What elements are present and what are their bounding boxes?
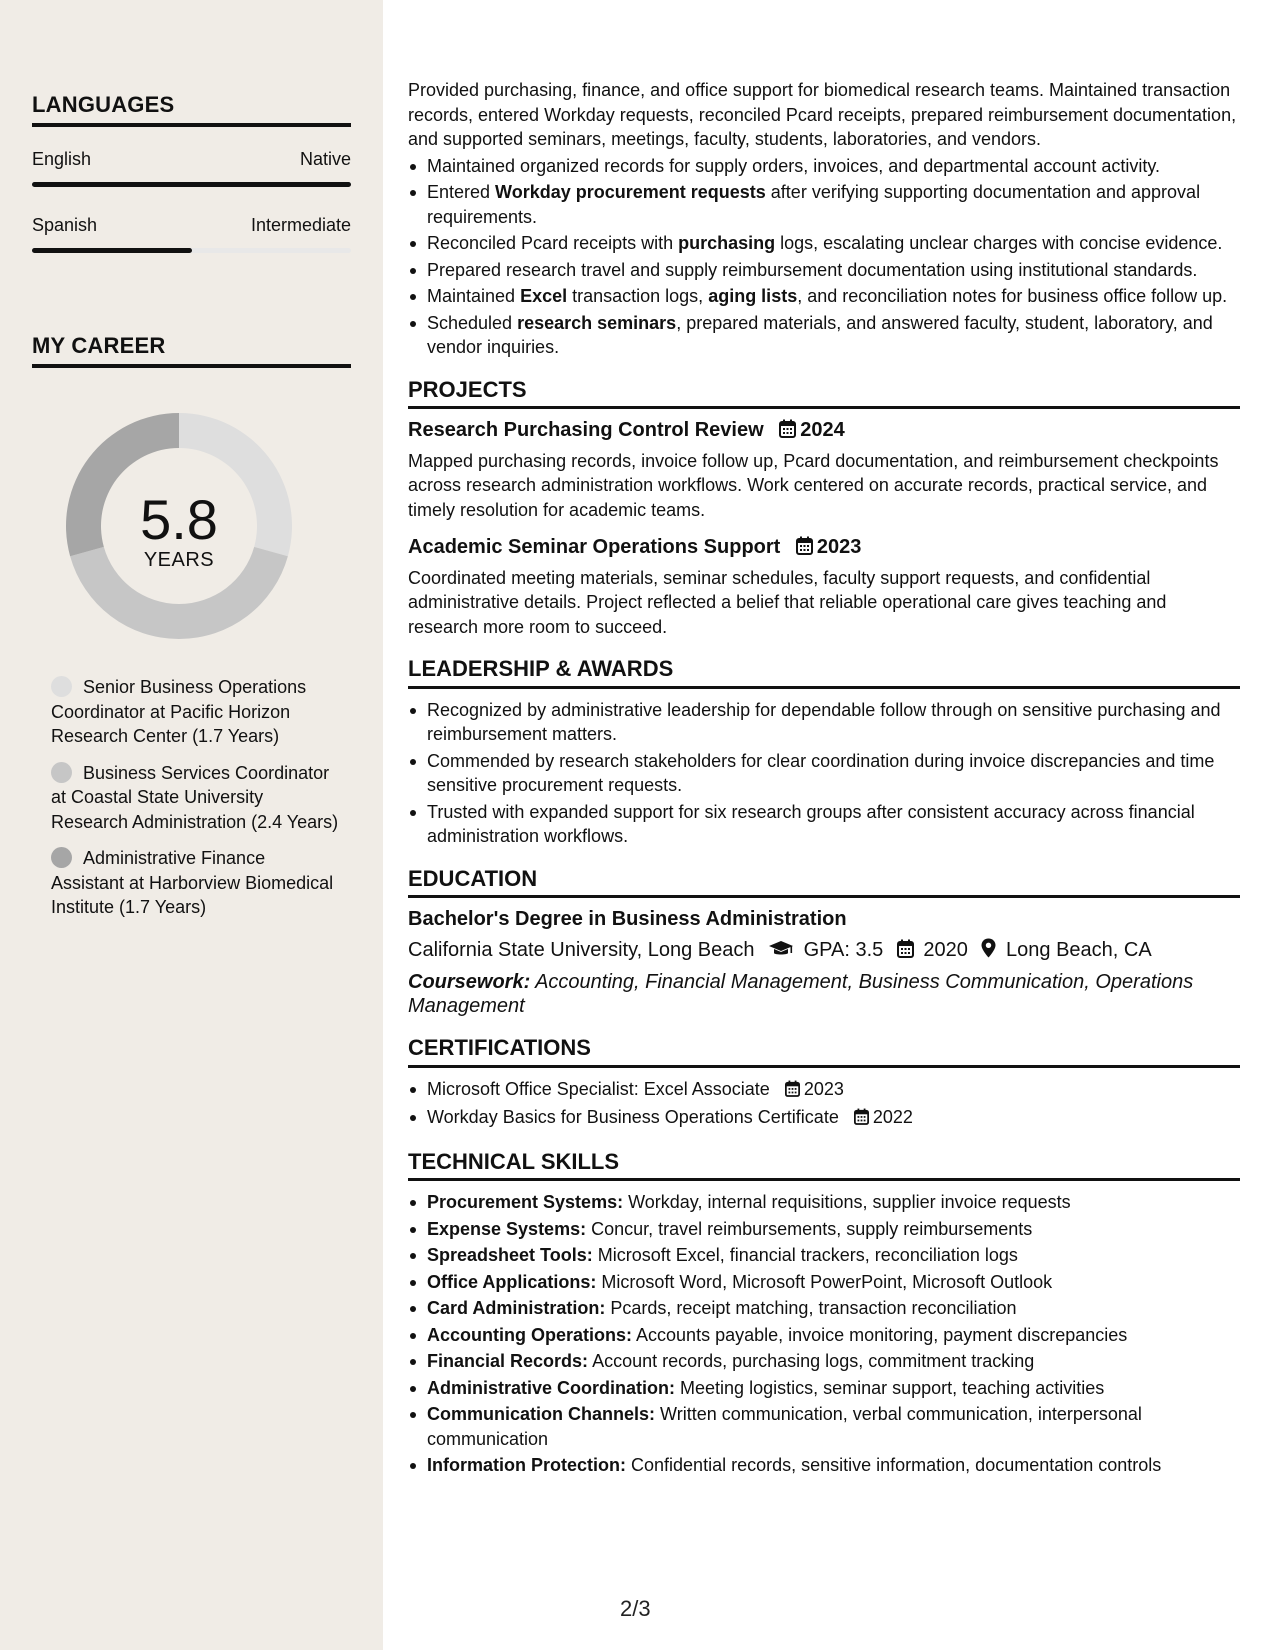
skill-item [408,1217,1240,1242]
calendar-icon [779,419,796,445]
education-location: Long Beach, CA [1006,938,1152,961]
skill-value: Concur, travel reimbursements, supply reimbursements [591,1218,1033,1239]
certification-name: Microsoft Office Specialist: Excel Associate [427,1078,770,1099]
education-coursework [408,970,1240,1018]
bullet-keyword: Excel [520,286,568,306]
bullet-text: logs, escalating unclear charges with concise evidence. [775,233,1223,253]
skill-label: Office Applications: [427,1271,597,1292]
career-heading: MY CAREER [32,333,351,368]
map-pin-icon [981,938,996,965]
language-item [32,149,351,187]
language-proficiency-bar [32,182,351,187]
skill-value: Microsoft Word, Microsoft PowerPoint, Microsoft Outlook [601,1271,1053,1292]
skill-label: Administrative Coordination: [427,1377,676,1398]
career-donut-chart [66,413,292,639]
leadership-item: Commended by research stakeholders for clear coordination during invoice discrepancies and time sensitive procurement requests. [408,749,1240,798]
language-proficiency-bar [32,248,351,253]
education-degree: Bachelor's Degree in Business Administration [408,908,847,930]
skill-value: Account records, purchasing logs, commitment tracking [592,1351,1035,1371]
project-year: 2023 [816,536,862,558]
certification-year: 2023 [803,1078,844,1099]
certification-item [408,1105,1240,1132]
bullet-text: Prepared research travel and supply reimbursement documentation using institutional standards. [427,259,1198,280]
skill-item [408,1453,1240,1478]
skill-value: Confidential records, sensitive information, documentation controls [631,1455,1162,1475]
skill-value: Meeting logistics, seminar support, teaching activities [680,1377,1105,1398]
education-school: California State University, Long Beach [408,938,755,961]
language-item [32,215,351,253]
skills-heading: TECHNICAL SKILLS [408,1150,1240,1182]
project-item [408,535,1240,639]
skill-item [408,1243,1240,1268]
education-meta [408,938,1240,965]
skill-item [408,1190,1240,1215]
skill-label: Accounting Operations: [427,1324,633,1345]
career-role-item [51,761,341,835]
skills-list [408,1190,1240,1478]
experience-bullet [408,258,1240,283]
skill-label: Spreadsheet Tools: [427,1245,593,1265]
skill-value: Written communication, verbal communication, interpersonal communication [427,1404,1142,1449]
certifications-list [408,1077,1240,1132]
career-role-item [51,675,341,749]
project-title: Research Purchasing Control Review [408,419,764,441]
language-proficiency-fill [32,248,192,253]
legend-dot [51,762,72,783]
project-item [408,418,1240,522]
career-total-value: 5.8 [140,488,218,551]
bullet-text: Maintained organized records for supply orders, invoices, and departmental account activity. [427,155,1161,176]
leadership-item: Trusted with expanded support for six research groups after consistent accuracy across financial administration workflows. [408,800,1240,849]
bullet-keyword: aging lists [708,286,798,306]
skill-value: Microsoft Excel, financial trackers, reconciliation logs [597,1245,1018,1265]
skill-value: Workday, internal requisitions, supplier invoice requests [628,1192,1071,1212]
experience-bullet [408,311,1240,360]
legend-dot [51,847,72,868]
career-role-text: Business Services Coordinator at Coastal State University Research Administration (2.4 Years) [51,762,339,832]
career-roles-list [51,675,341,932]
bullet-text: Maintained [427,286,521,306]
project-title: Academic Seminar Operations Support [408,536,781,558]
leadership-heading: LEADERSHIP & AWARDS [408,657,1240,689]
bullet-text: transaction logs, [567,286,709,306]
language-level: Intermediate [250,215,351,235]
education-heading: EDUCATION [408,867,1240,899]
projects-heading: PROJECTS [408,378,1240,410]
certification-item [408,1077,1240,1104]
career-section [32,333,351,368]
leadership-list [408,698,1240,849]
graduation-cap-icon [768,940,794,965]
skill-item [408,1349,1240,1374]
project-year: 2024 [800,419,845,441]
coursework-text: Accounting, Financial Management, Business Communication, Operations Management [408,971,1194,1017]
career-total-unit: YEARS [143,549,215,571]
language-proficiency-fill [32,182,351,187]
bullet-text: Entered [427,182,496,202]
skill-item [408,1402,1240,1451]
bullet-text: Scheduled [427,312,518,333]
certification-name: Workday Basics for Business Operations Certificate [427,1107,839,1127]
language-name: Spanish [32,215,98,235]
education-gpa: GPA: 3.5 [803,938,884,961]
language-level: Native [299,149,351,169]
calendar-icon [854,1107,869,1132]
skill-label: Card Administration: [427,1298,606,1318]
bullet-text: , prepared materials, and answered faculty, student, laboratory, and vendor inquiries. [427,312,1213,357]
experience-bullet [408,284,1240,309]
education-year: 2020 [923,938,968,961]
language-name: English [32,149,92,169]
skill-label: Financial Records: [427,1351,589,1371]
bullet-text: Reconciled Pcard receipts with [427,233,679,253]
skill-item [408,1323,1240,1348]
skill-label: Communication Channels: [427,1404,656,1424]
languages-heading: LANGUAGES [32,92,351,127]
project-description: Mapped purchasing records, invoice follow up, Pcard documentation, and reimbursement checkpoints across research administration workflows. Work centered on accurate records, practical service, and timely resolution for academic teams. [408,450,1219,520]
certifications-heading: CERTIFICATIONS [408,1036,1240,1068]
experience-bullet [408,180,1240,229]
bullet-keyword: Workday procurement requests [495,182,766,202]
legend-dot [51,676,72,697]
career-role-text: Senior Business Operations Coordinator at Pacific Horizon Research Center (1.7 Years) [51,677,307,746]
skill-value: Accounts payable, invoice monitoring, payment discrepancies [636,1324,1128,1345]
certification-year: 2022 [872,1107,913,1127]
skill-label: Expense Systems: [427,1218,587,1239]
main-content [408,78,1240,1478]
sidebar [0,0,383,1650]
leadership-item: Recognized by administrative leadership for dependable follow through on sensitive purchasing and reimbursement matters. [408,698,1240,747]
page-number: 2/3 [620,1596,651,1621]
skill-value: Pcards, receipt matching, transaction reconciliation [610,1298,1017,1318]
calendar-icon [785,1079,800,1104]
skill-item [408,1270,1240,1295]
languages-section [32,92,351,253]
experience-summary: Provided purchasing, finance, and office support for biomedical research teams. Maintained transaction records, entered Workday requests, reconciled Pcard receipts, prepared reimbursement documentation, and supported seminars, meetings, faculty, students, laboratories, and vendors. [408,80,1237,149]
skill-label: Procurement Systems: [427,1192,624,1212]
skill-item [408,1296,1240,1321]
bullet-keyword: research seminars [517,312,677,333]
project-description: Coordinated meeting materials, seminar schedules, faculty support requests, and confidential administrative details. Project reflected a belief that reliable operational care gives teaching and research more room to succeed. [408,567,1167,637]
experience-bullets [408,154,1240,360]
calendar-icon [796,536,813,562]
coursework-label: Coursework: [408,971,531,993]
bullet-keyword: purchasing [678,233,776,253]
experience-bullet [408,231,1240,256]
career-role-text: Administrative Finance Assistant at Harborview Biomedical Institute (1.7 Years) [51,848,334,917]
skill-item [408,1376,1240,1401]
bullet-text: after verifying supporting documentation and approval requirements. [427,182,1201,227]
calendar-icon [897,939,914,965]
career-role-item [51,846,341,920]
experience-bullet [408,154,1240,179]
skill-label: Information Protection: [427,1455,626,1475]
bullet-text: , and reconciliation notes for business office follow up. [797,286,1228,306]
